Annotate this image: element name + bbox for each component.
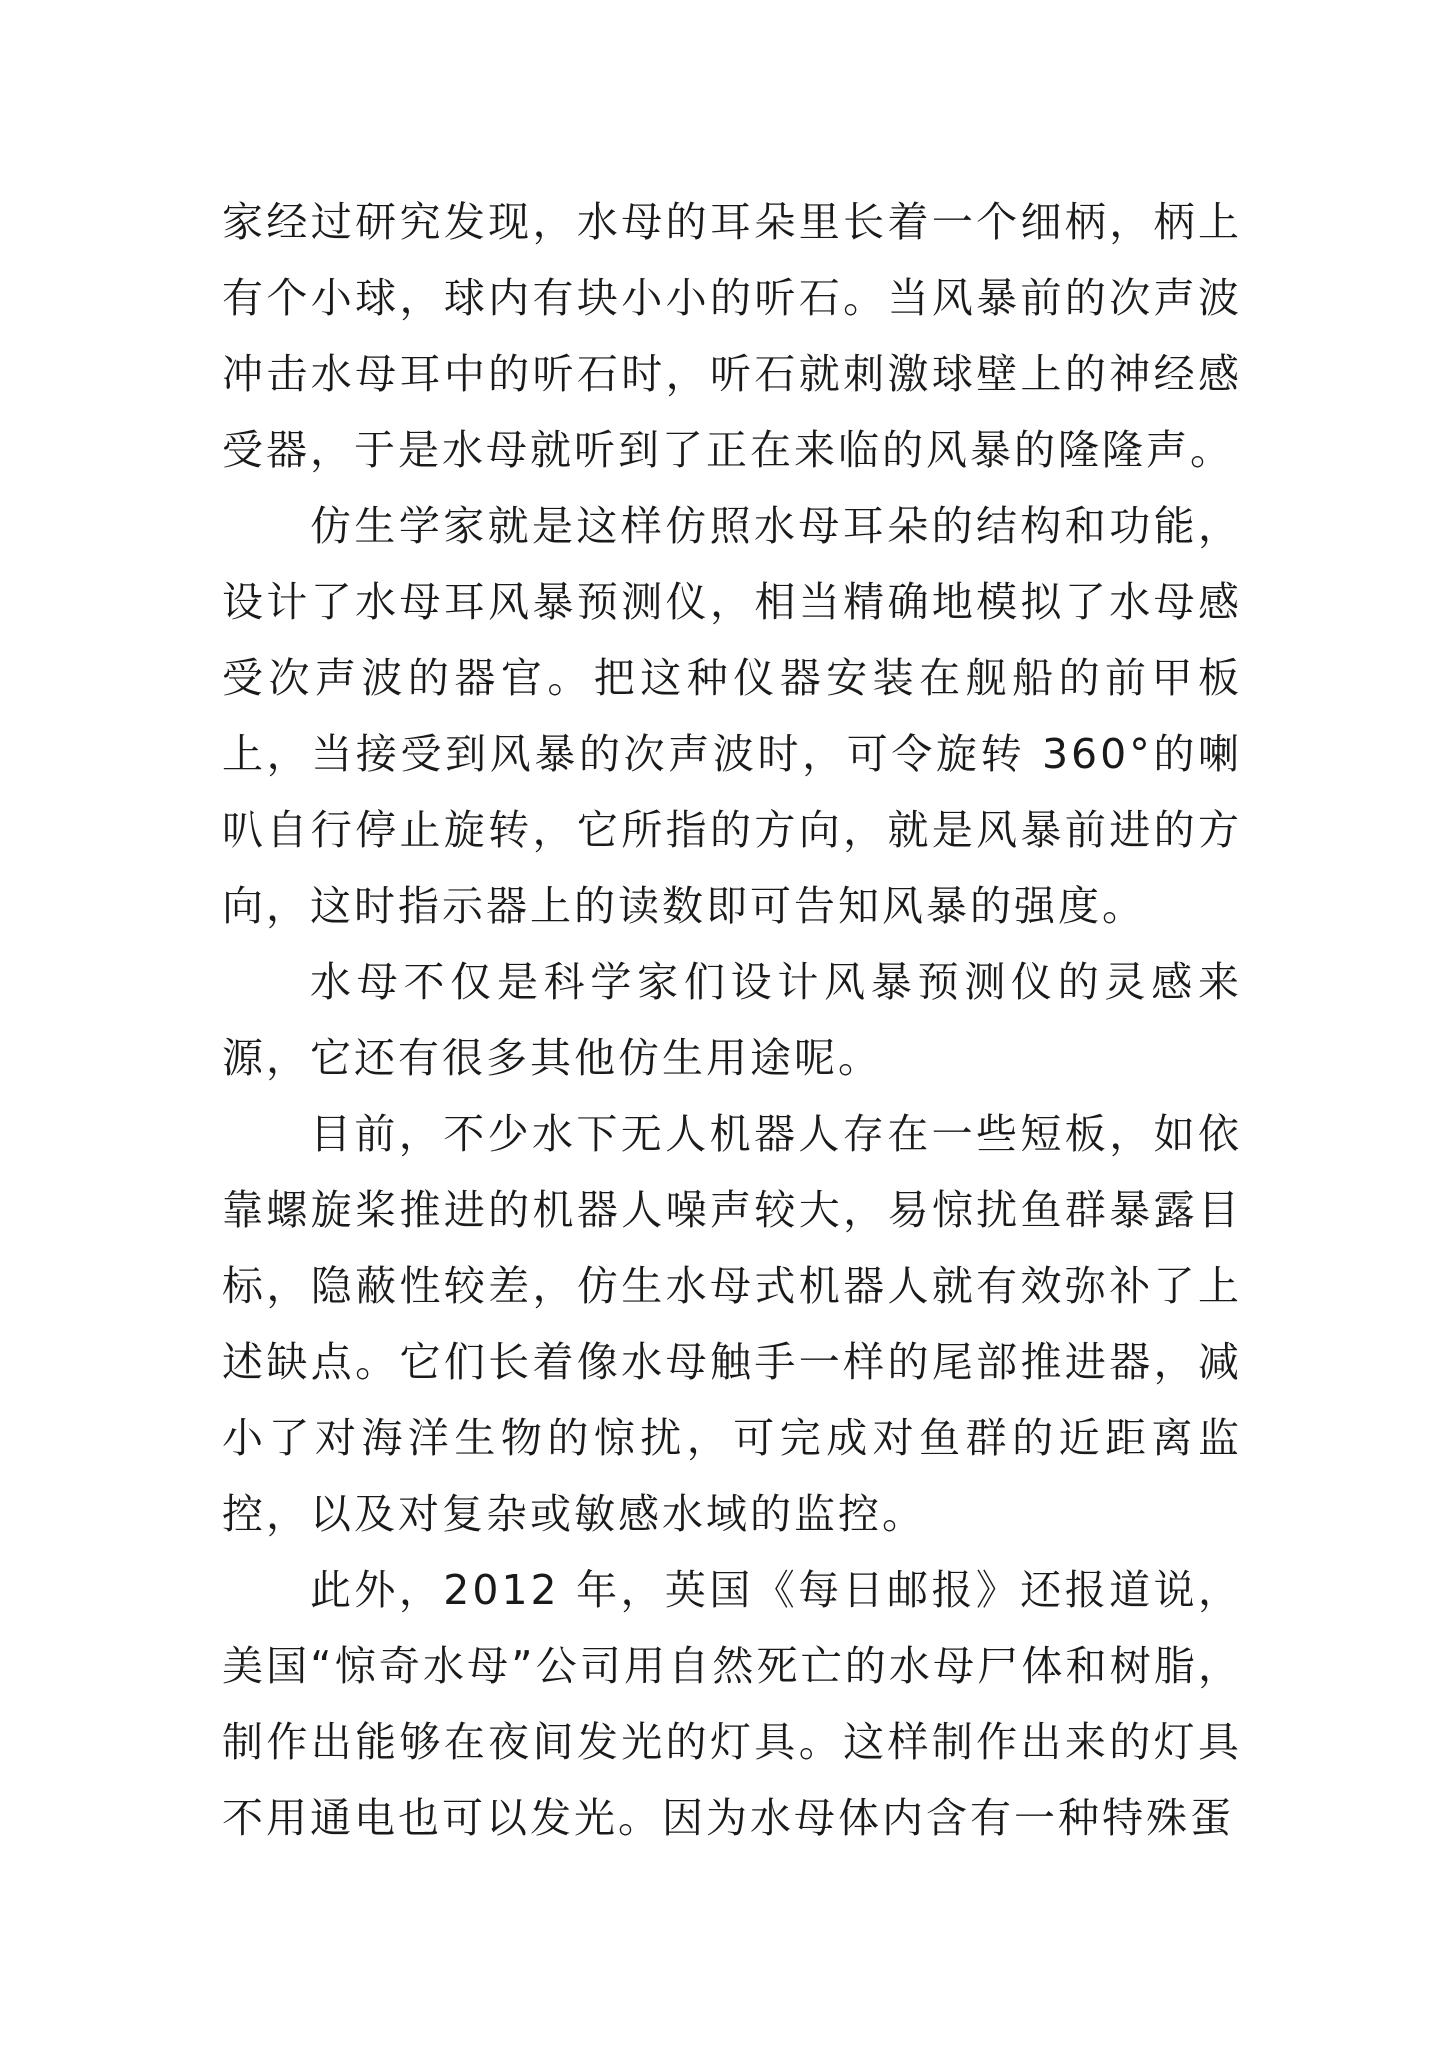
paragraph-4: 目前，不少水下无人机器人存在一些短板，如依靠螺旋桨推进的机器人噪声较大，易惊扰鱼群暴露目标，隐蔽性较差，仿生水母式机器人就有效弥补了上述缺点。它们长着像水母触手一样的尾部推进器，减小了对海洋生物的惊扰，可完成对鱼群的近距离监控，以及对复杂或敏感水域的监控。 xyxy=(222,1110,1242,1538)
paragraph-1: 家经过研究发现，水母的耳朵里长着一个细柄，柄上有个小球，球内有块小小的听石。当风暴前的次声波冲击水母耳中的听石时，听石就刺激球壁上的神经感受器，于是水母就听到了正在来临的风暴的隆隆声。 xyxy=(222,198,1242,474)
paragraph-2: 仿生学家就是这样仿照水母耳朵的结构和功能，设计了水母耳风暴预测仪，相当精确地模拟了水母感受次声波的器官。把这种仪器安装在舰船的前甲板上，当接受到风暴的次声波时，可令旋转 360°的喇叭自行停止旋转，它所指的方向，就是风暴前进的方向，这时指示器上的读数即可告知风暴的强度。 xyxy=(222,502,1242,930)
body-text xyxy=(222,184,1242,1856)
paragraph-5: 此外，2012 年，英国《每日邮报》还报道说，美国“惊奇水母”公司用自然死亡的水母尸体和树脂，制作出能够在夜间发光的灯具。这样制作出来的灯具不用通电也可以发光。因为水母体内含有一种特殊蛋 xyxy=(222,1566,1242,1842)
paragraph-3: 水母不仅是科学家们设计风暴预测仪的灵感来源，它还有很多其他仿生用途呢。 xyxy=(222,958,1242,1082)
